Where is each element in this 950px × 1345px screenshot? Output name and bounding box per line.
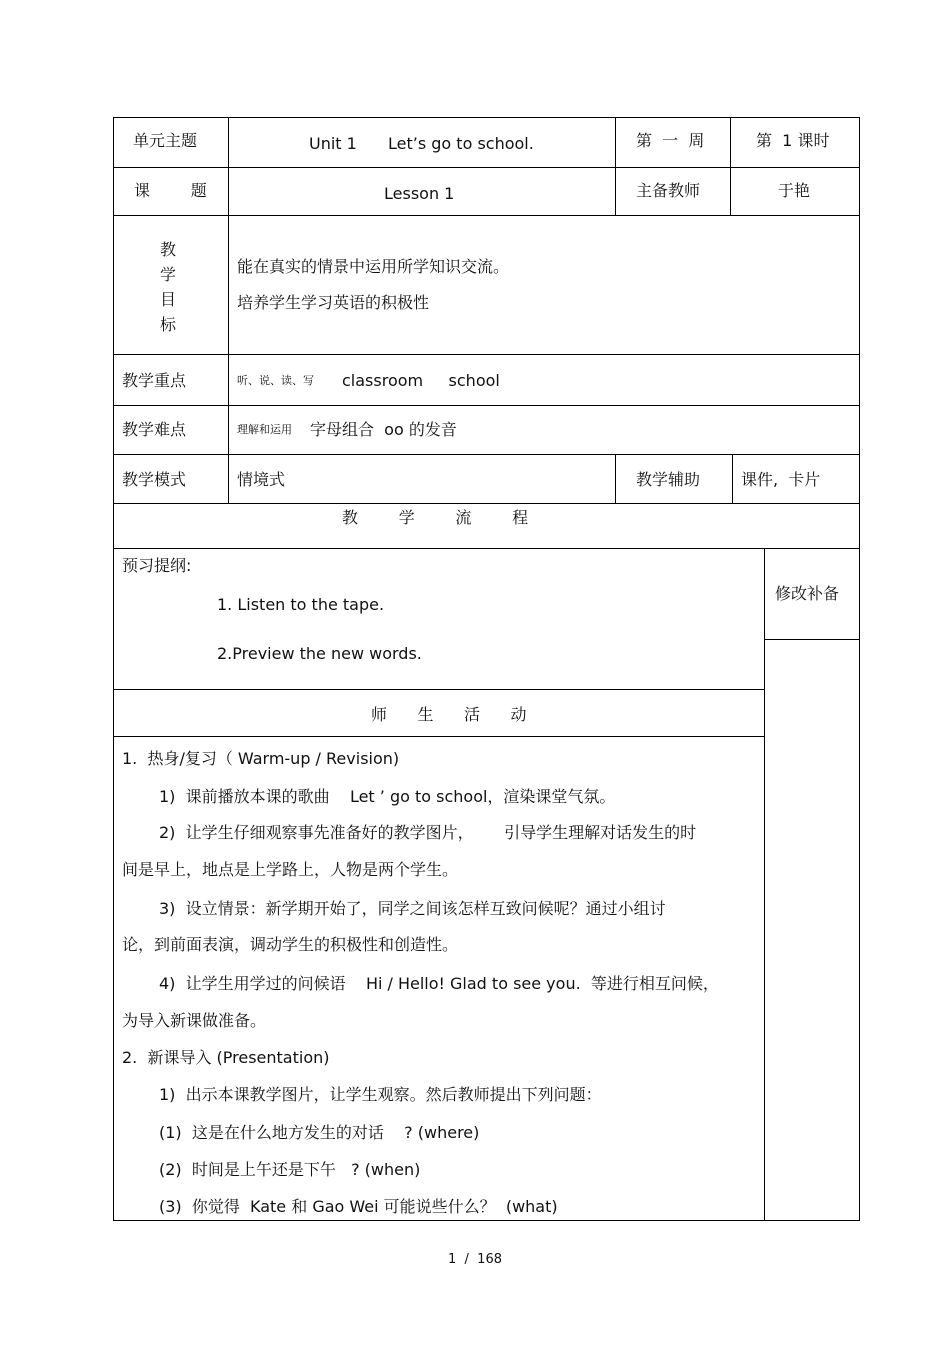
key-points-prefix: 听、说、读、写: [237, 374, 314, 387]
body-line: 4) 让学生用学过的问候语 Hi / Hello! Glad to see you. 等进行相互问候，: [159, 974, 719, 993]
difficulties-prefix: 理解和运用: [237, 423, 292, 436]
teacher-label: 主备教师: [636, 181, 701, 200]
mode-label: 教学模式: [122, 470, 187, 489]
body-line: (1) 这是在什么地方发生的对话 ? (where): [159, 1123, 480, 1142]
lesson-label: 课 题: [134, 181, 207, 200]
aid-label: 教学辅助: [636, 470, 701, 489]
key-points-label: 教学重点: [122, 371, 187, 390]
col-divider: [615, 117, 616, 216]
week-label: 第 一 周: [636, 131, 705, 150]
body-line: 1) 课前播放本课的歌曲 Let ’ go to school，渲染课堂气氛。: [159, 787, 616, 806]
body-line: 2) 让学生仔细观察事先准备好的教学图片， 引导学生理解对话发生的时: [159, 823, 697, 842]
table-border-bottom: [113, 1220, 860, 1221]
row-divider: [113, 454, 860, 455]
body-line: (2) 时间是上午还是下午 ? (when): [159, 1160, 421, 1179]
row-divider: [113, 354, 860, 355]
table-border-left: [113, 117, 114, 1221]
table-border-right: [859, 117, 860, 1221]
objectives-label-char: 标: [160, 315, 177, 334]
row-divider: [113, 503, 860, 504]
row-divider: [113, 736, 764, 737]
body-line: 1) 出示本课教学图片，让学生观察。然后教师提出下列问题：: [159, 1085, 602, 1104]
body-line: 为导入新课做准备。: [122, 1011, 267, 1030]
lesson-value: Lesson 1: [384, 184, 455, 203]
row-divider: [113, 405, 860, 406]
preview-title: 预习提纲:: [122, 556, 192, 575]
row-divider: [113, 215, 860, 216]
objectives-label-char: 学: [160, 265, 177, 284]
col-divider: [615, 454, 616, 504]
preview-item: 2.Preview the new words.: [217, 644, 422, 663]
activity-title: 师 生 活 动: [371, 705, 527, 724]
revision-cell-bottom: [764, 639, 860, 640]
unit-title: Let’s go to school.: [388, 134, 534, 153]
mode-value: 情境式: [237, 470, 286, 489]
body-line: 3) 设立情景：新学期开始了，同学之间该怎样互致问候呢？通过小组讨: [159, 899, 666, 918]
col-divider: [730, 117, 731, 216]
page-number: 1 / 168: [448, 1252, 502, 1267]
period-label: 第 1 课时: [756, 131, 830, 150]
col-divider: [764, 548, 765, 1221]
teacher-value: 于艳: [778, 181, 811, 200]
body-line: 论，到前面表演，调动学生的积极性和创造性。: [122, 935, 459, 954]
objective-line: 培养学生学习英语的积极性: [237, 293, 430, 312]
body-line: 2. 新课导入 (Presentation): [122, 1048, 330, 1067]
preview-item: 1. Listen to the tape.: [217, 595, 385, 614]
aid-value: 课件, 卡片: [741, 470, 821, 489]
objectives-label-char: 目: [160, 290, 177, 309]
row-divider: [113, 689, 764, 690]
objectives-label-char: 教: [160, 240, 177, 259]
body-line: (3) 你觉得 Kate 和 Gao Wei 可能说些什么？ (what): [159, 1197, 558, 1216]
key-points-value: classroom school: [342, 371, 500, 390]
row-divider: [113, 167, 860, 168]
body-line: 1. 热身/复习（ Warm-up / Revision): [122, 749, 400, 768]
body-line: 间是早上，地点是上学路上，人物是两个学生。: [122, 860, 459, 879]
table-border-top: [113, 117, 860, 118]
col-divider: [228, 117, 229, 504]
row-divider: [113, 548, 860, 549]
difficulties-value: 字母组合 oo 的发音: [310, 420, 457, 439]
unit-theme-label: 单元主题: [133, 131, 198, 150]
objective-line: 能在真实的情景中运用所学知识交流。: [237, 257, 510, 276]
revision-label: 修改补备: [775, 584, 840, 603]
col-divider: [732, 454, 733, 504]
unit-number: Unit 1: [309, 134, 357, 153]
process-title: 教 学 流 程: [342, 508, 529, 527]
difficulties-label: 教学难点: [122, 420, 187, 439]
